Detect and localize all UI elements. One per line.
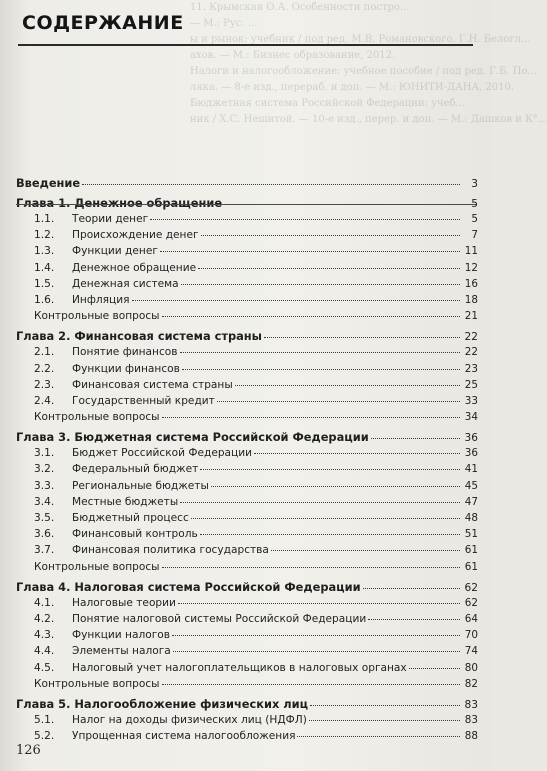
dot-leader: [191, 518, 460, 519]
toc-entry-title: Бюджет Российской Федерации: [72, 447, 253, 460]
toc-section-number: 4.4.: [34, 645, 55, 658]
toc-chapter-row: [16, 697, 478, 714]
toc-section-number: 2.3.: [34, 378, 55, 391]
toc-page-number: 48: [464, 512, 478, 524]
dot-leader: [160, 251, 460, 252]
dot-leader: [201, 235, 460, 236]
bleed-through-text: 11. Крымская О.А. Особенности постро... — М.: Рус. ... ы и рынок: учебник / под ред. М.В. Романовского. Г.Н. Белогл... ахов. — М.: Бизнес образование, 2012. Налоги и налогообложение: учебное пособие / под ред. Г.Б. По... ляка. — 8-е изд., перераб. и доп. — М.: ЮНИТИ-ДАНА, 2010. Бюджетная система Российской Федерации: учеб... ник / Х.С. Нешитой. — 10-е изд., перер. и доп. — М.: Дашков и К°...: [190, 2, 547, 125]
toc-entry-title: Контрольные вопросы: [34, 677, 160, 690]
toc-entry-title: Упрощенная система налогообложения: [72, 730, 296, 743]
toc-page-number: 47: [464, 495, 478, 508]
toc-section-number: 3.1.: [34, 447, 55, 460]
toc-entry-title: Налог на доходы физических лиц (НДФЛ): [72, 713, 307, 726]
toc-section-row: [16, 213, 478, 229]
toc-section-number: 3.5.: [34, 512, 55, 524]
toc-page-number: 41: [464, 463, 478, 476]
toc-entry-title: Контрольные вопросы: [34, 560, 160, 573]
toc-chapter-row: [16, 329, 478, 346]
toc-entry-title: Финансовая политика государства: [72, 544, 269, 557]
dot-leader: [409, 668, 460, 669]
dot-leader: [182, 369, 460, 370]
title-rule: [18, 44, 473, 46]
toc-entry-title: Глава 3. Бюджетная система Российской Федерации: [16, 430, 369, 445]
dot-leader: [82, 184, 460, 185]
toc-page-number: 3: [471, 178, 478, 190]
toc-section-row: [16, 447, 478, 463]
dot-leader: [150, 219, 460, 220]
toc-chapter-row: [16, 580, 478, 597]
toc-page-number: 64: [464, 612, 478, 625]
toc-entry-title: Денежная система: [72, 277, 179, 290]
toc-section-row: [16, 597, 478, 613]
toc-entry-title: Контрольные вопросы: [34, 310, 160, 323]
toc-section-row: [16, 512, 478, 528]
toc-section-number: 3.2.: [34, 463, 55, 476]
toc-page-number: 16: [464, 277, 478, 290]
toc-questions-row: [16, 411, 478, 427]
toc-page-number: 80: [464, 661, 478, 674]
section-divider: [16, 204, 476, 205]
toc-section-number: 4.1.: [34, 596, 55, 609]
toc-entry-title: Глава 5. Налогообложение физических лиц: [16, 696, 309, 711]
toc-section-number: 3.3.: [34, 479, 55, 492]
toc-section-row: [16, 379, 478, 395]
toc-entry-title: Местные бюджеты: [72, 495, 179, 508]
dot-leader: [162, 684, 460, 685]
dot-leader: [200, 469, 460, 470]
toc-page-number: 7: [471, 229, 478, 242]
dot-leader: [371, 438, 460, 439]
toc-questions-row: [16, 678, 478, 694]
dot-leader: [173, 651, 460, 652]
toc-entry-title: Финансовая система страны: [72, 378, 233, 391]
toc-questions-row: [16, 561, 478, 577]
toc-section-row: [16, 496, 478, 512]
toc-section-row: [16, 278, 478, 294]
page-title: СОДЕРЖАНИЕ: [22, 12, 184, 34]
toc-page-number: 83: [464, 698, 478, 711]
toc-section-row: [16, 662, 478, 678]
toc-page-number: 62: [464, 581, 478, 594]
dot-leader: [180, 502, 460, 503]
toc-page-number: 45: [464, 479, 478, 492]
dot-leader: [211, 486, 460, 487]
toc-page-number: 83: [464, 713, 478, 726]
toc-section-row: [16, 294, 478, 310]
toc-entry-title: Налоговые теории: [72, 596, 176, 609]
toc-page-number: 36: [464, 432, 478, 445]
toc-page-number: 25: [464, 378, 478, 391]
toc-entry-title: Введение: [16, 176, 81, 190]
toc-entry-title: Функции денег: [72, 245, 158, 258]
dot-leader: [217, 401, 460, 402]
dot-leader: [264, 337, 460, 338]
dot-leader: [162, 417, 460, 418]
dot-leader: [254, 453, 460, 454]
toc-chapter-row: [16, 430, 478, 447]
toc-section-row: [16, 229, 478, 245]
toc-section-row: [16, 629, 478, 645]
toc-entry-title: Понятие финансов: [72, 346, 178, 359]
toc-section-number: 5.2.: [34, 730, 55, 743]
toc-entry-title: Глава 1. Денежное обращение: [16, 196, 223, 210]
dot-leader: [132, 300, 460, 301]
dot-leader: [310, 705, 460, 706]
dot-leader: [235, 385, 460, 386]
toc-section-number: 4.2.: [34, 612, 55, 625]
toc-questions-row: [16, 310, 478, 326]
toc-entry-title: Финансовый контроль: [72, 528, 198, 541]
toc-section-number: 3.7.: [34, 544, 55, 557]
toc-entry-title: Денежное обращение: [72, 261, 197, 274]
toc-entry-title: Глава 4. Налоговая система Российской Федерации: [16, 579, 361, 594]
page-number: 126: [16, 743, 41, 758]
dot-leader: [198, 268, 460, 269]
toc-page-number: 61: [464, 544, 478, 557]
toc-page-number: 12: [464, 261, 478, 274]
toc-section-number: 4.5.: [34, 661, 55, 674]
toc-page-number: 11: [464, 245, 478, 258]
toc-section-row: [16, 463, 478, 479]
toc-page-number: 74: [464, 645, 478, 658]
toc-section-row: [16, 363, 478, 379]
toc-section-number: 2.4.: [34, 394, 55, 407]
toc-page-number: 51: [464, 528, 478, 541]
toc-entry-title: Функции финансов: [72, 362, 180, 375]
toc-section-row: [16, 262, 478, 278]
toc-page-number: 70: [464, 629, 478, 642]
toc-entry-title: Функции налогов: [72, 629, 171, 642]
toc-section-row: [16, 245, 478, 261]
dot-leader: [178, 603, 460, 604]
toc-entry-title: Налоговый учет налогоплательщиков в налоговых органах: [72, 661, 407, 674]
dot-leader: [368, 619, 460, 620]
toc-page-number: 36: [464, 447, 478, 460]
toc-section-row: [16, 480, 478, 496]
toc-entry-title: Понятие налоговой системы Российской Федерации: [72, 612, 367, 625]
toc-section-number: 1.1.: [34, 213, 55, 225]
dot-leader: [181, 284, 460, 285]
toc-page-number: 88: [464, 730, 478, 743]
toc-section-row: [16, 613, 478, 629]
toc-entry-title: Глава 2. Финансовая система страны: [16, 329, 262, 344]
toc-section-number: 4.3.: [34, 629, 55, 642]
toc-entry-title: Государственный кредит: [72, 394, 215, 407]
toc-page-number: 5: [471, 213, 478, 225]
toc-page-number: 5: [471, 198, 478, 210]
toc-page-number: 18: [464, 293, 478, 306]
toc-page-number: 22: [464, 331, 478, 344]
toc-page-number: 33: [464, 394, 478, 407]
toc-page-number: 21: [464, 310, 478, 323]
dot-leader: [309, 720, 460, 721]
toc-section-row: [16, 730, 478, 746]
dot-leader: [363, 588, 460, 589]
toc-section-row: [16, 544, 478, 560]
toc-page-number: 23: [464, 362, 478, 375]
toc-page-number: 22: [464, 346, 478, 359]
toc-section-number: 1.4.: [34, 261, 55, 274]
dot-leader: [200, 534, 460, 535]
dot-leader: [180, 352, 460, 353]
table-of-contents: [16, 176, 478, 746]
toc-page-number: 34: [464, 411, 478, 424]
dot-leader: [172, 635, 460, 636]
toc-entry-title: Элементы налога: [72, 645, 171, 658]
toc-page-number: 62: [464, 596, 478, 609]
toc-section-row: [16, 395, 478, 411]
toc-entry-title: Федеральный бюджет: [72, 463, 199, 476]
toc-entry-title: Бюджетный процесс: [72, 512, 189, 524]
dot-leader: [271, 550, 460, 551]
dot-leader: [162, 567, 460, 568]
toc-section-row: [16, 645, 478, 661]
dot-leader: [297, 736, 460, 737]
toc-section-number: 1.3.: [34, 245, 55, 258]
toc-section-row: [16, 528, 478, 544]
toc-chapter-row: [16, 176, 478, 193]
toc-section-row: [16, 346, 478, 362]
toc-entry-title: Региональные бюджеты: [72, 479, 209, 492]
toc-section-number: 2.2.: [34, 362, 55, 375]
toc-section-number: 3.4.: [34, 495, 55, 508]
toc-entry-title: Происхождение денег: [72, 229, 199, 242]
toc-section-number: 1.2.: [34, 229, 55, 242]
toc-entry-title: Теории денег: [72, 213, 149, 225]
toc-section-number: 1.6.: [34, 293, 55, 306]
toc-page-number: 82: [464, 677, 478, 690]
toc-section-number: 1.5.: [34, 277, 55, 290]
toc-section-number: 5.1.: [34, 713, 55, 726]
toc-section-row: [16, 714, 478, 730]
toc-section-number: 3.6.: [34, 528, 55, 541]
toc-section-number: 2.1.: [34, 346, 55, 359]
dot-leader: [162, 316, 460, 317]
toc-entry-title: Контрольные вопросы: [34, 411, 160, 424]
toc-page-number: 61: [464, 560, 478, 573]
toc-entry-title: Инфляция: [72, 293, 130, 306]
